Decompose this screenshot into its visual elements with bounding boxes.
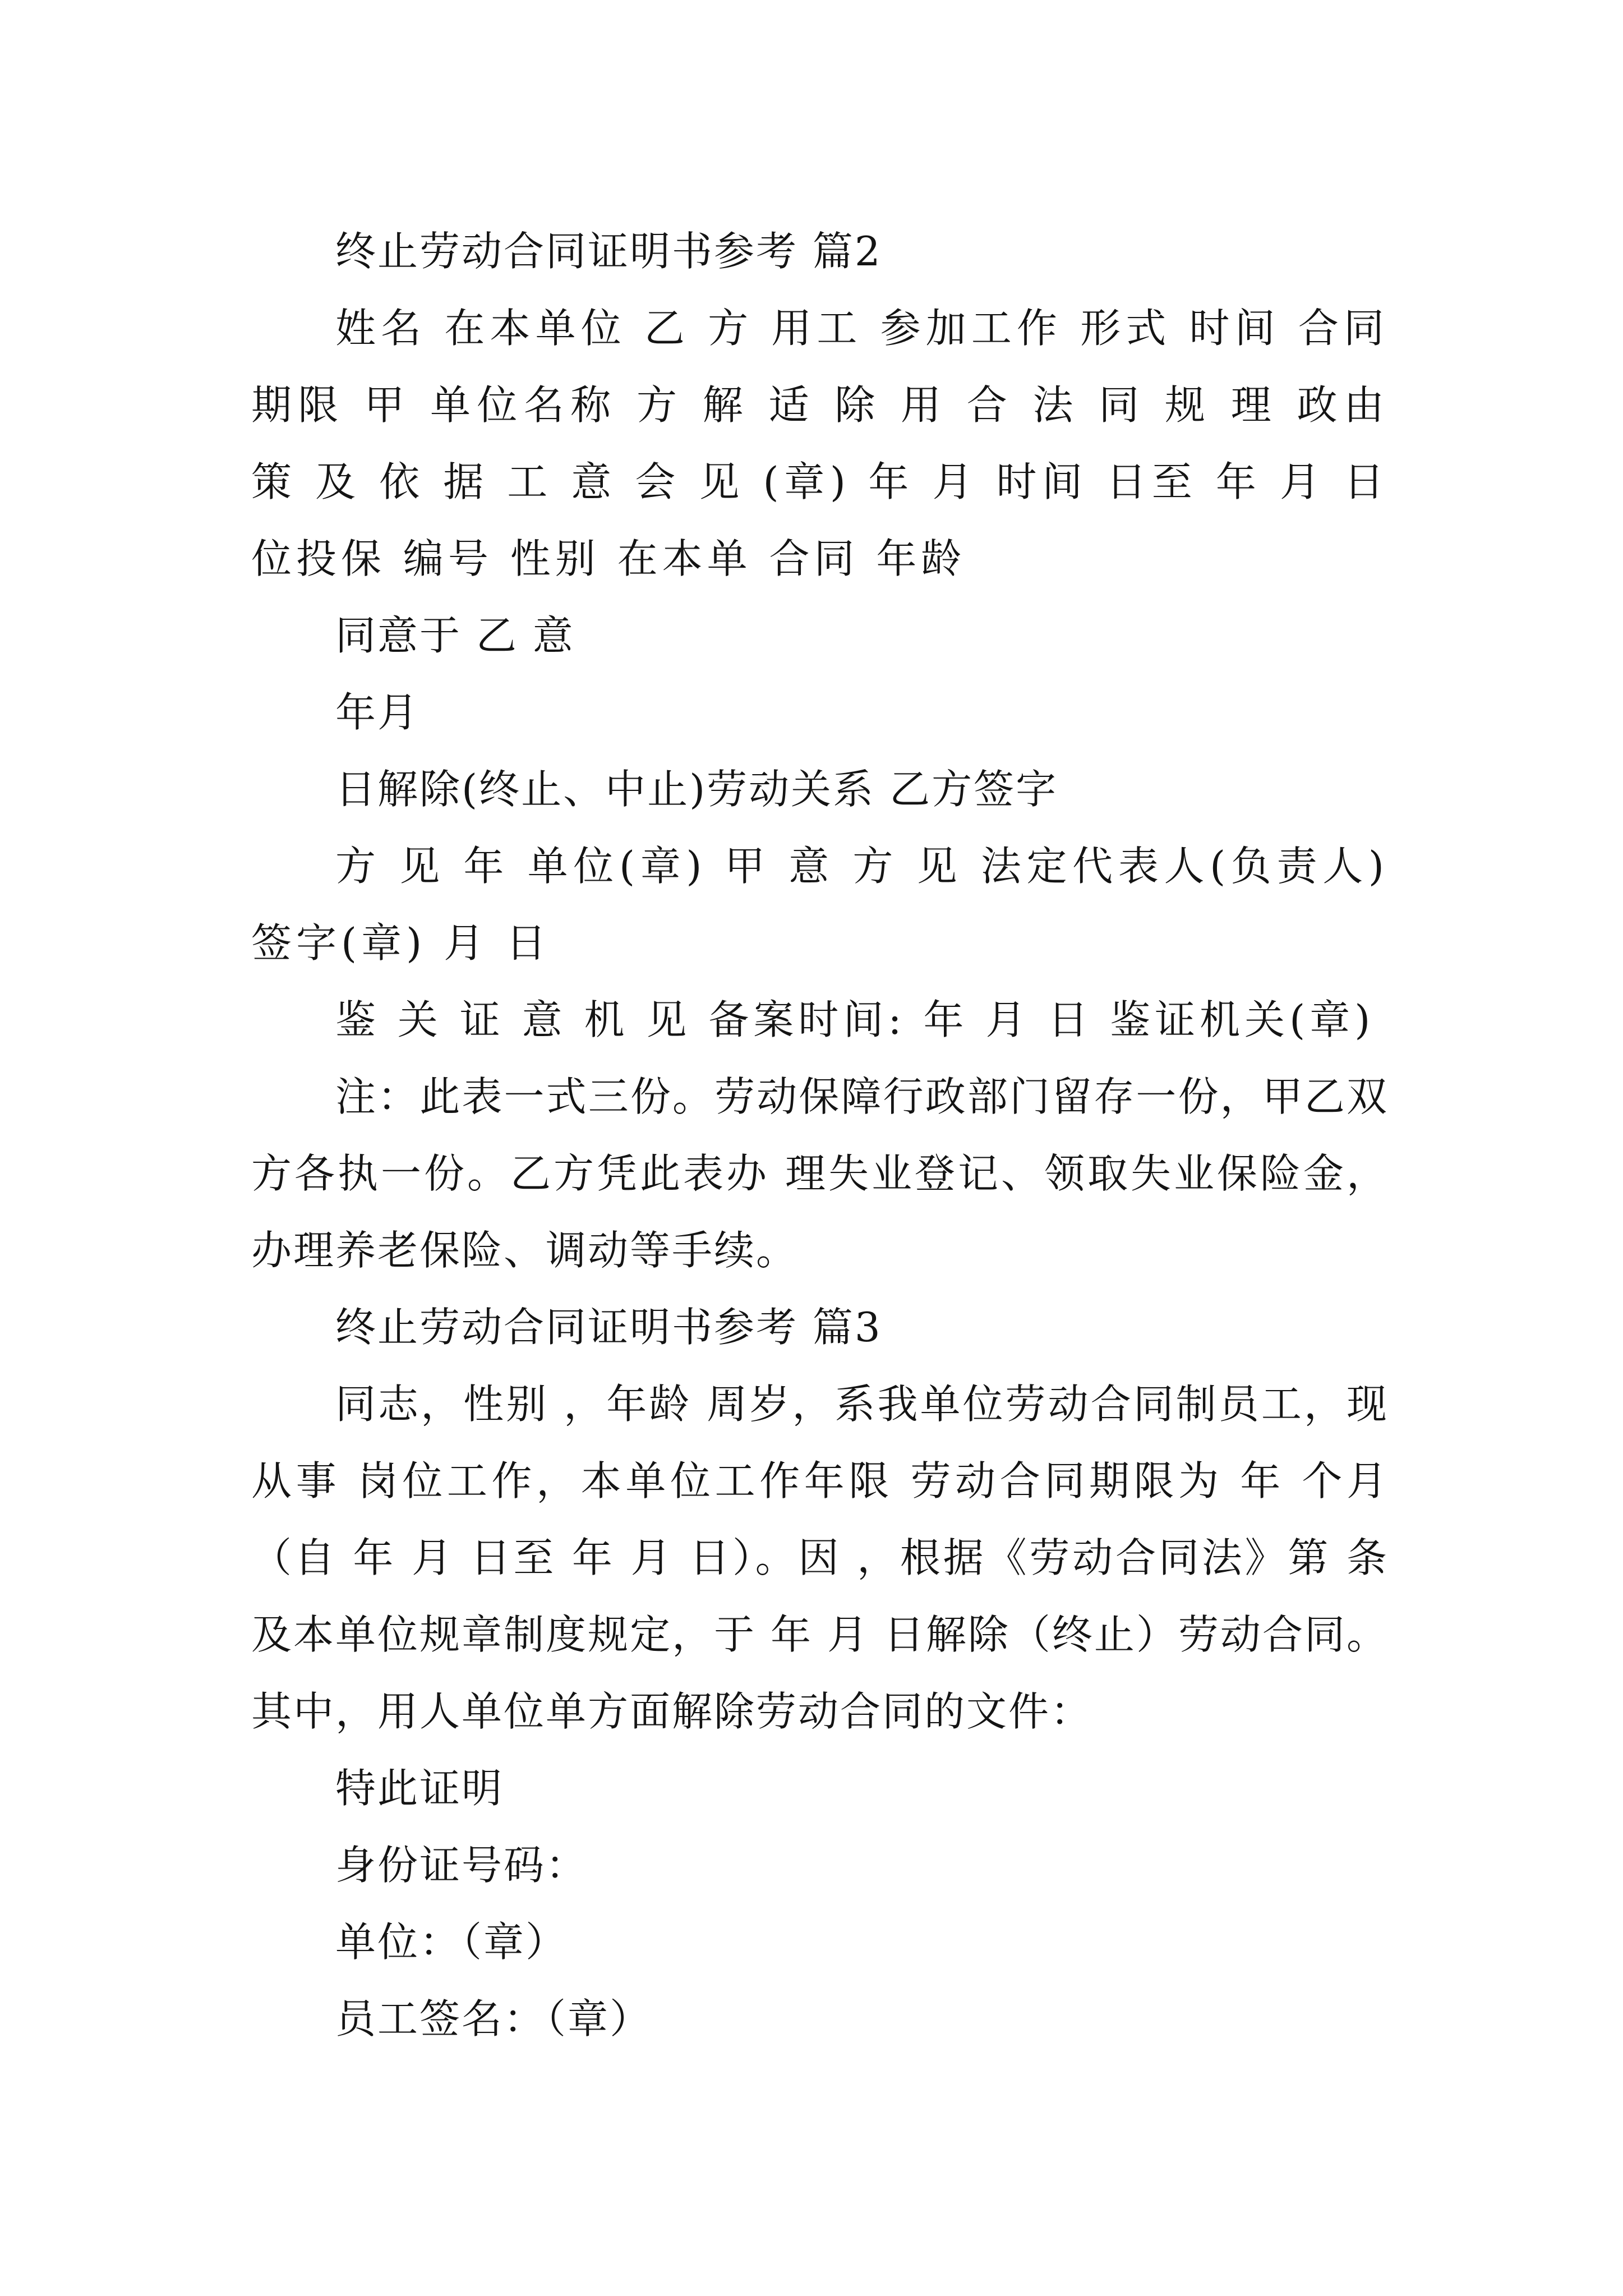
- verification-line: 鉴 关 证 意 机 见 备案时间: 年 月 日 鉴证机关(章): [335, 996, 1375, 1043]
- employer-seal-line: 单位：（章）: [335, 1918, 568, 1966]
- certification-line: 特此证明: [335, 1765, 504, 1812]
- section-heading-part-2: 终止劳动合同证明书参考 篇2: [335, 228, 882, 275]
- document-body: [251, 213, 1406, 2058]
- employer-opinion-paragraph: 方 见 年 单位(章) 甲 意 方 见 法定代表人(负责人)签字(章) 月 日: [251, 843, 1389, 967]
- note-paragraph: 注：此表一式三份。劳动保障行政部门留存一份，甲乙双方各执一份。乙方凭此表办 理失业登记、领取失业保险金，办理养老保险、调动等手续。: [251, 1073, 1389, 1274]
- employee-signature-line: 员工签名：（章）: [335, 1995, 652, 2042]
- certificate-body-paragraph: 同志，性别 ，年龄 周岁，系我单位劳动合同制员工，现从事 岗位工作，本单位工作年限 劳动合同期限为 年 个月（自 年 月 日至 年 月 日）。因 ，根据《劳动合同法》第 条及本单位规章制度规定，于 年 月 日解除（终止）劳动合同。其中，用人单位单方面解除劳动合同的文件：: [251, 1381, 1389, 1735]
- id-number-line: 身份证号码：: [335, 1842, 588, 1889]
- date-line: 年月: [335, 689, 420, 736]
- section-heading-part-3: 终止劳动合同证明书参考 篇3: [335, 1304, 882, 1351]
- termination-line: 日解除(终止、中止)劳动关系 乙方签字: [335, 766, 1058, 813]
- form-fields-paragraph: 姓名 在本单位 乙 方 用工 参加工作 形式 时间 合同期限 甲 单位名称 方 解 适 除 用 合 法 同 规 理 政由 策 及 依 据 工 意 会 见 (章) 年 月 时间 日至 年 月 日 位投保 编号 性别 在本单 合同 年龄: [251, 305, 1406, 582]
- agreement-line: 同意于 乙 意: [335, 612, 575, 659]
